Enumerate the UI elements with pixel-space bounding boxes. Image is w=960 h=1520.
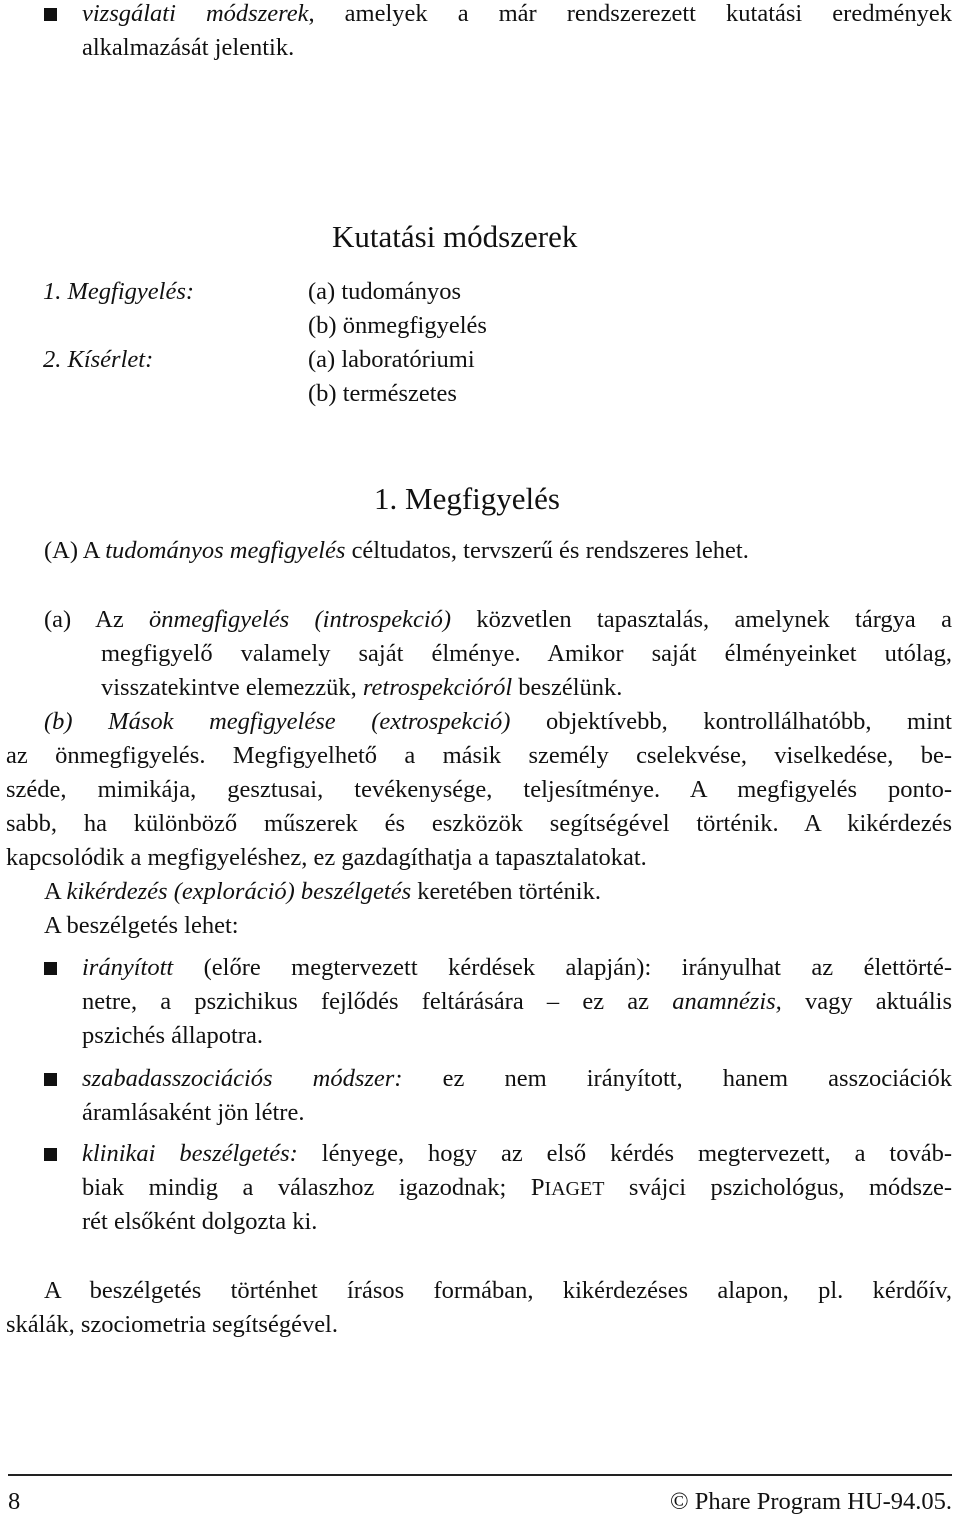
bullet-marker (44, 1148, 57, 1161)
bullet-marker (44, 8, 57, 21)
bullet-3-line-3 (82, 1205, 317, 1239)
text: közvetlen tapasztalás, amelynek tárgya a (451, 606, 952, 633)
closing-line-2 (6, 1308, 338, 1342)
intro-text-2: alkalmazását jelentik. (82, 34, 295, 61)
method-value-1: (a) tudományos (308, 278, 462, 305)
bullet-marker (44, 962, 57, 975)
text: rét elsőként dolgozta ki. (82, 1208, 318, 1235)
methods-heading: Kutatási módszerek (332, 219, 578, 254)
text: (A) A (44, 537, 106, 564)
footer-divider (8, 1474, 952, 1476)
text: svájci pszichológus, módsze- (604, 1174, 952, 1201)
intro-italic-term: vizsgálati módszerek (82, 0, 309, 27)
paragraph-b-line-1 (44, 705, 952, 739)
text: keretében történik. (411, 878, 601, 905)
intro-text: , amelyek a már rendszerezett kutatási eredmények (308, 0, 952, 27)
text: (a) Az (44, 606, 150, 633)
paragraph-b-line-5 (6, 841, 647, 875)
method-value-2: (b) önmegfigyelés (308, 312, 487, 339)
italic-term: retrospekcióról (362, 674, 513, 701)
text: céltudatos, tervszerű és rendszeres lehet. (345, 537, 749, 564)
section-heading: 1. Megfigyelés (374, 481, 560, 516)
text: A beszélgetés lehet: (44, 912, 239, 939)
method-value-3: (a) laboratóriumi (308, 346, 475, 373)
paragraph-b-line-4 (6, 807, 952, 841)
text: megfigyelő valamely saját élménye. Amikor saját élményeinket utólag, (101, 640, 952, 667)
text: biak mindig a válaszhoz igazodnak; P (82, 1174, 545, 1201)
footer-copyright: © Phare Program HU-94.05. (670, 1488, 952, 1515)
paragraph-b-line-3 (6, 773, 952, 807)
paragraph-a-line-2 (101, 637, 952, 671)
text: A (44, 878, 67, 905)
method-label-1 (43, 278, 194, 306)
italic-term: önmegfigyelés (introspekció) (149, 606, 452, 633)
bullet-2-line-1 (82, 1062, 952, 1096)
method-value-4: (b) természetes (308, 380, 457, 407)
text: ez nem irányított, hanem asszociációk (402, 1065, 952, 1092)
paragraph-beszelgetes-intro (44, 909, 239, 943)
text: A beszélgetés történhet írásos formában, kikérdezéses alapon, pl. kérdőív, (44, 1277, 952, 1304)
bullet-1-line-2 (82, 985, 952, 1019)
paragraph-kikerdezes (44, 875, 601, 909)
intro-bullet-line-2 (82, 31, 294, 65)
bullet-1-line-3 (82, 1019, 263, 1053)
text: pszichés állapotra. (82, 1022, 263, 1049)
text: netre, a pszichikus fejlődés feltárására – ez az (82, 988, 673, 1015)
text: (előre megtervezett kérdések alapján): irányulhat az élettörté- (173, 954, 952, 981)
bullet-1-line-1 (82, 951, 952, 985)
italic-term: tudományos megfigyelés (105, 537, 346, 564)
italic-term: anamnézis, (672, 988, 782, 1015)
italic-term: klinikai beszélgetés: (82, 1140, 298, 1167)
bullet-marker (44, 1073, 57, 1086)
text: az önmegfigyelés. Megfigyelhető a másik személy cselekvése, viselkedése, be- (6, 742, 952, 769)
bullet-2-line-2 (82, 1096, 304, 1130)
text: beszélünk. (512, 674, 623, 701)
paragraph-a-line-3 (101, 671, 622, 705)
text: széde, mimikája, gesztusai, tevékenysége, teljesítménye. A megfigyelés ponto- (6, 776, 952, 803)
bullet-3-line-2 (82, 1171, 952, 1206)
text: sabb, ha különböző műszerek és eszközök segítségével történik. A kikérdezés (6, 810, 952, 837)
paragraph-b-line-2 (6, 739, 952, 773)
small-caps-name: IAGET (544, 1178, 605, 1200)
bullet-3-line-1 (82, 1137, 952, 1171)
text: áramlásaként jön létre. (82, 1099, 305, 1126)
page-number: 8 (8, 1488, 21, 1515)
text: skálák, szociometria segítségével. (6, 1311, 338, 1338)
method-label-text: 1. Megfigyelés: (43, 278, 195, 305)
text: lényege, hogy az első kérdés megtervezett, a továb- (297, 1140, 952, 1167)
intro-bullet-line-1 (82, 0, 952, 31)
method-label-2 (43, 346, 153, 374)
paragraph-a-line-1 (44, 603, 952, 637)
text: objektívebb, kontrollálhatóbb, mint (510, 708, 952, 735)
paragraph-A (44, 534, 749, 568)
italic-term: kikérdezés (exploráció) beszélgetés (66, 878, 412, 905)
text: visszatekintve elemezzük, (101, 674, 363, 701)
method-label-text: 2. Kísérlet: (43, 346, 154, 373)
italic-term: szabadasszociációs módszer: (82, 1065, 403, 1092)
text: kapcsolódik a megfigyeléshez, ez gazdagíthatja a tapasztalatokat. (6, 844, 647, 871)
italic-term: irányított (82, 954, 174, 981)
italic-term: (b) Mások megfigyelése (extrospekció) (44, 708, 511, 735)
closing-line-1 (44, 1274, 952, 1308)
text: vagy aktuális (781, 988, 953, 1015)
